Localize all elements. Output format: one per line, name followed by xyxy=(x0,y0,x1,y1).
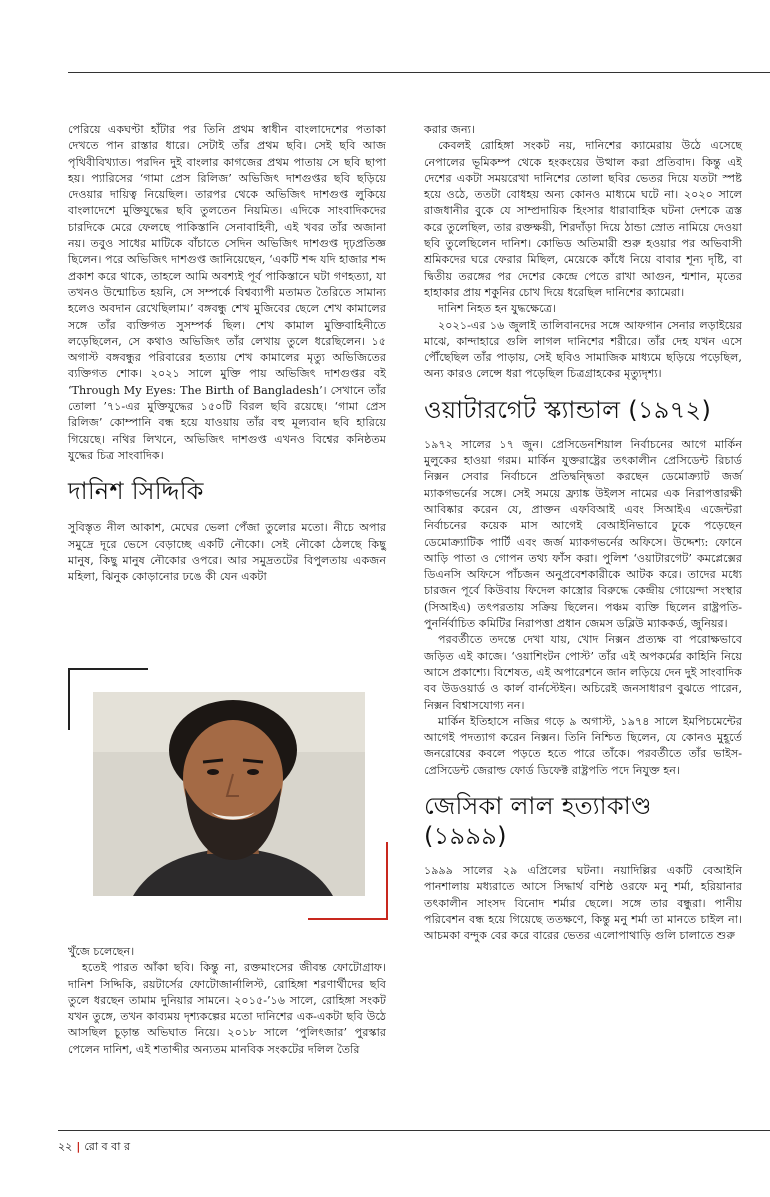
magazine-name: রো ব বা র xyxy=(84,1140,131,1153)
bottom-rule xyxy=(58,1130,770,1131)
watergate-paragraph-1: ১৯৭২ সালের ১৭ জুন। প্রেসিডেনশিয়াল নির্বাচনের আগে মার্কিন মুলুকের হাওয়া গরম। মার্কিন যুক্তরাষ্ট্রের তৎকালীন প্রেসিডেন্ট রিচার্ড নিক্সন সেবার নির্বাচনে প্রতিদ্বন্দ্বিতা করছেন ডেমোক্র্যাট জর্জ ম্যাকগভর্নের সঙ্গে। সেই সময়ে ফ্র্যাঙ্ক উইলস নামের এক নিরাপত্তারক্ষী আবিষ্কার করেন যে, প্রাক্তন এফবিআই এবং সিআইএ এজেন্টরা নির্বাচনের কয়েক মাস আগেই বেআইনিভাবে ঢুকে পড়েছেন ডেমোক্র্যাটিক পার্টি এবং জর্জ ম্যাকগভর্নের অফিসে। উদ্দেশ্য: ফোনে আড়ি পাতা ও গোপন তথ্য ফাঁস করা। পুলিশ ‘ওয়াটারগেট’ কমপ্লেক্সের ডিএনসি অফিসে পাঁচজন অনুপ্রবেশকারীকে আটক করে। তাদের মধ্যে চারজন পূর্বে কিউবায় ফিদেল কাস্ত্রোর বিরুদ্ধে কেন্দ্রীয় গোয়েন্দা সংস্থার (সিআইএ) তৎপরতায় সক্রিয় ছিলেন। পঞ্চম ব্যক্তি ছিলেন রাষ্ট্রপতি-পুনর্নির্বাচিত কমিটির নিরাপত্তা প্রধান জেমস ডব্লিউ ম্যাককর্ড, জুনিয়র। xyxy=(424,437,742,631)
watergate-paragraph-2: পরবর্তীতে তদন্তে দেখা যায়, খোদ নিক্সন প্রত্যক্ষ বা পরোক্ষভাবে জড়িত এই কাজে। ‘ওয়াশিংটন পোস্ট’ তাঁর এই অপকর্মের কাহিনি নিয়ে আসে প্রকাশ্যে। বিশেষত, এই অপারেশনে জান লড়িয়ে দেন দুই সাংবাদিক বব উডওয়ার্ড ও কার্ল বার্নস্টেইন। অচিরেই জনসাধারণ বুঝতে পারেন, নিক্সন বিশ্বাসযোগ্য নন। xyxy=(424,633,742,712)
left-column-continued xyxy=(68,944,386,1058)
section-title-watergate: ওয়াটারগেট স্ক্যান্ডাল (১৯৭২) xyxy=(424,395,712,424)
frame-corner-bottom-right-vertical xyxy=(386,842,388,920)
danish-paragraph-2: হতেই পারত আঁকা ছবি। কিন্তু না, রক্তমাংসের জীবন্ত ফোটোগ্রাফ। দানিশ সিদ্দিকি, রয়টার্সের ফোটোজার্নালিস্ট, রোহিঙ্গা শরণার্থীদের ছবি তুলে ধরছেন তামাম দুনিয়ার সামনে। ২০১৫-’১৬ সালে, রোহিঙ্গা সংকট যখন তুঙ্গে, তখন কাব্যময় দৃশ্যকল্পের মতো দানিশের এক-একটা ছবি উঠে আসছিল চূড়ান্ত অভিঘাত নিয়ে। ২০১৮ সালে ‘পুলিৎজার’ পুরস্কার পেলেন দানিশ, এই শতাব্দীর অন্যতম মানবিক সংকটের দলিল তৈরি xyxy=(68,961,386,1056)
section-title-jessica: জেসিকা লাল হত্যাকাণ্ড (১৯৯৯) xyxy=(424,791,652,850)
photo-frame xyxy=(68,668,388,920)
jessica-paragraph-1: ১৯৯৯ সালের ২৯ এপ্রিলের ঘটনা। নয়াদিল্লির একটি বেআইনি পানশালায় মধ্যরাতে আসে সিদ্ধার্থ বশিষ্ঠ ওরফে মনু শর্মা, হরিয়ানার তৎকালীন সাংসদ বিনোদ শর্মার ছেলে। সঙ্গে তার বন্ধুরা। পানীয় পরিবেশন বন্ধ হয়ে গিয়েছে ততক্ষণে, কিন্তু মনু শর্মা তা মানতে চাইল না। আচমকা বন্দুক বের করে বারের ভেতর এলোপাথাড়ি গুলি চালাতে শুরু xyxy=(424,863,742,943)
frame-corner-top-left-vertical xyxy=(68,668,70,730)
section-title-danish: দানিশ সিদ্দিকি xyxy=(68,477,204,506)
top-rule xyxy=(68,72,770,73)
frame-corner-top-left xyxy=(68,668,148,670)
portrait-illustration xyxy=(93,692,365,896)
danish-paragraph-6: ২০২১-এর ১৬ জুলাই তালিবানদের সঙ্গে আফগান সেনার লড়াইয়ের মাঝে, কান্দাহারে গুলি লাগল দানিশের শরীরে। তাঁর দেহ যখন এসে পৌঁছেছিল তাঁর পাড়ায়, সেই ছবিও সামাজিক মাধ্যমে ছড়িয়ে পড়েছিল, অন্য কারও লেন্সে ধরা পড়েছিল চিত্রগ্রাহকের মৃত্যুদৃশ্য। xyxy=(424,318,742,381)
danish-intro-paragraph: সুবিস্তৃত নীল আকাশ, মেঘের ভেলা পেঁজা তুলোর মতো। নীচে অপার সমুদ্রে দূরে ভেসে বেড়াচ্ছে একটি নৌকো। সেই নৌকো ঠেলছে কিছু মানুষ, কিছু মানুষ নৌকোর ওপরে। আর সমুদ্রতটের বিপুলতায় একজন মহিলা, ঝিনুক কোড়ানোর ঢঙে কী যেন একটা xyxy=(68,521,386,584)
frame-corner-bottom-right xyxy=(308,918,388,920)
footer-separator: | xyxy=(76,1140,81,1153)
intro-paragraph: পেরিয়ে একঘণ্টা হাঁটার পর তিনি প্রথম স্বাধীন বাংলাদেশের পতাকা দেখতে পান রাস্তার ধারে। সেটাই তাঁর প্রথম ছবি। সেই ছবি আজ পৃথিবীবিখ্যাত। পরদিন দুই বাংলার কাগজের প্রথম পাতায় সে ছবি ছাপা হয়। প্যারিসের ‘গামা প্রেস রিলিজ’ অভিজিৎ দাশগুপ্তর ছবি ছড়িয়ে দেওয়ার দায়িত্ব নিয়েছিল। তারপর থেকে অভিজিৎ দাশগুপ্ত লুকিয়ে বাংলাদেশে মুক্তিযুদ্ধের ছবি তুলতেন নিয়মিত। এদিকে সাংবাদিকদের চারদিকে মেরে ফেলছে পাকিস্তানি সেনাবাহিনী, এই খবর তাঁর অজানা নয়। তবুও সাধের মাটিকে বাঁচাতে সেদিন অভিজিৎ দাশগুপ্ত দৃঢ়প্রতিজ্ঞ ছিলেন। পরে অভিজিৎ দাশগুপ্ত জানিয়েছেন, ‘একটি শব্দ যদি হাজার শব্দ প্রকাশ করে থাকে, তাহলে আমি অবশ্যই পূর্ব পাকিস্তানে ঘটা গণহত্যা, যা তখনও উন্মোচিত হয়নি, সে সম্পর্কে বিশ্বব্যাপী মতামত তৈরিতে সামান্য হলেও অবদান রেখেছিলাম।’ বঙ্গবন্ধু শেখ মুজিবের ছেলে শেখ কামালের সঙ্গে তাঁর ব্যক্তিগত সুসম্পর্ক ছিল। শেখ কামাল মুক্তিবাহিনীতে লড়েছিলেন, সে কথাও অভিজিৎ তাঁর লেখায় তুলে ধরেছিলেন। ১৫ অগাস্ট বঙ্গবন্ধুর পরিবারের হত্যায় শেখ কামালের মৃত্যু অভিজিতের ব্যক্তিগত শোক। ২০২১ সালে মুক্তি পায় অভিজিৎ দাশগুপ্তর বই ‘Through My Eyes: The Birth of Bangladesh’। সেখানে তাঁর তোলা ’৭১-এর মুক্তিযুদ্ধের ১৫০টি বিরল ছবি রয়েছে। ‘গামা প্রেস রিলিজ’ কোম্পানি বন্ধ হয়ে যাওয়ায় তাঁর বহু মূল্যবান ছবি হারিয়ে গিয়েছে। নথির লিখনে, অভিজিৎ দাশগুপ্ত এখনও বিশ্বের কনিষ্ঠতম যুদ্ধের চিত্র সাংবাদিক। xyxy=(68,123,386,462)
danish-paragraph-3: করার জন্য। xyxy=(424,123,475,136)
portrait-photo xyxy=(93,692,365,896)
danish-paragraph-4: কেবলই রোহিঙ্গা সংকট নয়, দানিশের ক্যামেরায় উঠে এসেছে নেপালের ভূমিকম্প থেকে হংকংয়ের উত্থাল করা প্রতিবাদ। কিন্তু এই দেশের একটা সময়রেখা দানিশের তোলা ছবির ভেতর দিয়ে যতটা স্পষ্ট হয়ে ওঠে, ততটা বোধহয় অন্য কোনও মাধ্যমে ঘটে না। ২০২০ সালে রাজধানীর বুকে যে সাম্প্রদায়িক হিংসার ধারাবাহিক ঘটনা দেশকে ত্রস্ত করে তুলেছিল, তার রক্তক্ষয়ী, শিরদাঁড়া দিয়ে ঠান্ডা স্রোত নামিয়ে দেওয়া ছবি তুলেছিলেন দানিশ। কোভিড অতিমারী শুরু হওয়ার পর অভিবাসী শ্রমিকদের ঘরে ফেরার মিছিল, মেয়েকে কাঁধে নিয়ে বাবার শূন্য দৃষ্টি, বা দ্বিতীয় তরঙ্গের পর দেশের কেন্দ্রে পেতে রাখা আগুন, শ্মশান, মৃতের হাহাকার প্রায় শকুনির চোখ দিয়ে ধরেছিল দানিশের ক্যামেরা। xyxy=(424,139,742,299)
right-column xyxy=(424,122,742,944)
page-footer xyxy=(58,1138,130,1157)
page-number: ২২ xyxy=(58,1140,73,1153)
danish-paragraph-5: দানিশ নিহত হন যুদ্ধক্ষেত্রে। xyxy=(438,302,556,316)
watergate-paragraph-3: মার্কিন ইতিহাসে নজির গড়ে ৯ অগাস্ট, ১৯৭৪ সালে ইমপিচমেন্টের আগেই পদত্যাগ করেন নিক্সন। তিনি নিশ্চিত ছিলেন, যে কোনও মুহূর্তে জনরোষের কবলে পড়তে হতে পারে তাঁকে। পরবর্তীতে তাঁর ভাইস-প্রেসিডেন্ট জেরাল্ড ফোর্ড ডিফেক্ট রাষ্ট্রপতি পদে নিযুক্ত হন। xyxy=(424,714,742,777)
left-column xyxy=(68,122,386,585)
danish-paragraph-1: খুঁজে চলেছেন। xyxy=(68,945,135,958)
